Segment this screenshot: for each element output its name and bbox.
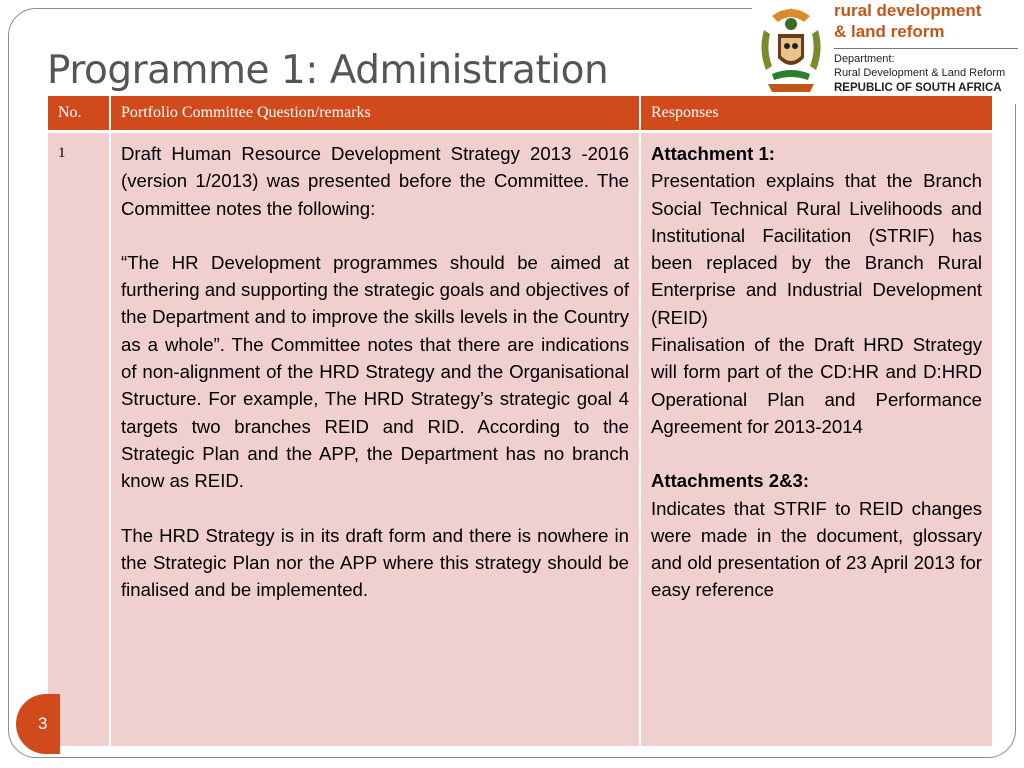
header-no: No.: [48, 96, 110, 132]
question-paragraph-1: Draft Human Resource Development Strategy 2013 -2016 (version 1/2013) was presented before the Committee. The Committee notes the following:: [121, 143, 629, 219]
table-header-row: [48, 96, 992, 132]
response-paragraph-2: Finalisation of the Draft HRD Strategy will form part of the CD:HR and D:HRD Operational Plan and Performance Agreement for 2013-2014: [651, 334, 982, 437]
coat-of-arms-icon: [752, 0, 830, 100]
question-paragraph-3: The HRD Strategy is in its draft form and there is nowhere in the Strategic Plan nor the APP where this strategy should be finalised and be implemented.: [121, 524, 629, 601]
row-number: 1: [48, 132, 110, 747]
response-heading-2: Attachments 2&3:: [651, 470, 810, 492]
logo-title-line-1: rural development: [834, 1, 982, 20]
page-title: Programme 1: Administration: [47, 48, 609, 93]
department-logo: [752, 0, 1018, 104]
logo-department-name: Rural Development & Land Reform: [834, 67, 1006, 79]
committee-table: [48, 96, 992, 746]
response-cell: [640, 132, 992, 747]
question-cell: [110, 132, 640, 747]
page-number-badge: 3: [16, 694, 60, 754]
response-heading-1: Attachment 1:: [651, 143, 775, 164]
question-paragraph-2: “The HR Development programmes should be aimed at furthering and supporting the strategic goals and objectives of the Department and to improve the skills levels in the Country as a whole”. The Committee notes that there are indications of non-alignment of the HRD Strategy and the Organisational Structure. For example, The HRD Strategy’s strategic goal 4 targets two branches REID and RID. According to the Strategic Plan and the APP, the Department has no branch know as REID.: [121, 251, 629, 492]
table-row: [48, 132, 992, 747]
header-question: Portfolio Committee Question/remarks: [110, 96, 640, 132]
logo-department-label: Department:: [834, 53, 895, 65]
response-paragraph-3: Indicates that STRIF to REID changes were made in the document, glossary and old presentation of 23 April 2013 for easy reference: [651, 497, 982, 601]
response-paragraph-1: Presentation explains that the Branch Social Technical Rural Livelihoods and Institutional Facilitation (STRIF) has been replaced by the Branch Rural Enterprise and Industrial Development (REID): [651, 170, 982, 328]
logo-title-line-2: & land reform: [834, 22, 945, 41]
logo-divider: [834, 48, 1018, 49]
header-responses: Responses: [640, 96, 992, 132]
logo-country: REPUBLIC OF SOUTH AFRICA: [834, 82, 1002, 94]
